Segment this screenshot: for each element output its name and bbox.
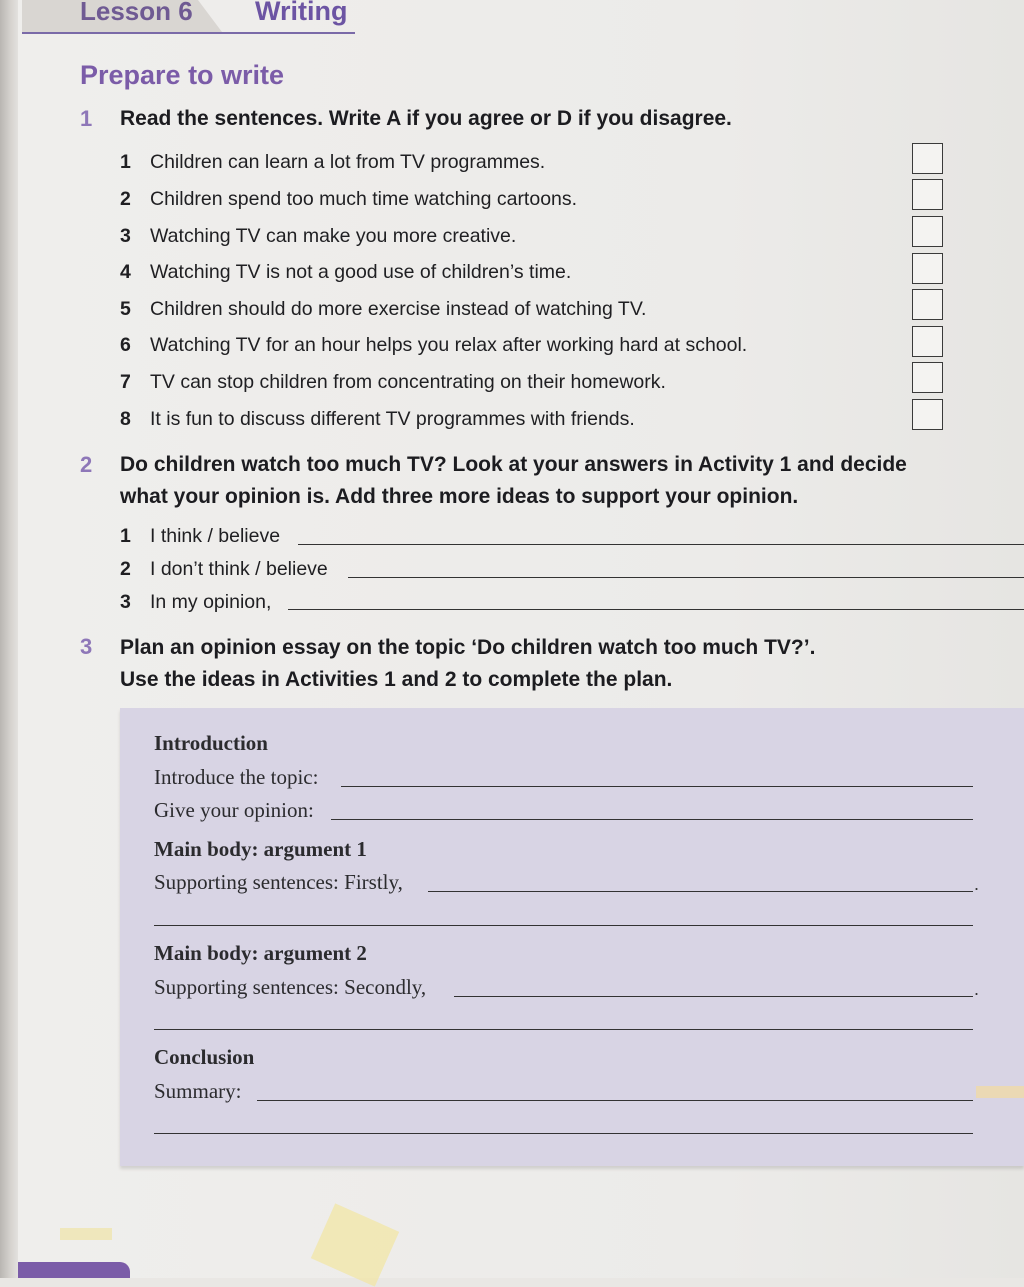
lesson-label: Lesson 6 (80, 0, 193, 26)
conclusion-line-1[interactable] (257, 1100, 973, 1101)
argument-1-line-1[interactable] (428, 891, 973, 892)
statement-3: 3 Watching TV can make you more creative. (120, 225, 517, 247)
argument-2-heading: Main body: argument 2 (154, 941, 367, 965)
activity-2-instruction-line-2: what your opinion is. Add three more ideas to support your opinion. (120, 485, 799, 508)
activity-3-instruction-line-1: Plan an opinion essay on the topic ‘Do children watch too much TV?’. (120, 636, 816, 659)
sticky-note-edge (60, 1228, 112, 1240)
full-stop-1: . (974, 874, 980, 894)
activity-1-instruction: Read the sentences. Write A if you agree or D if you disagree. (120, 107, 732, 130)
opinion-item-2: 2 I don’t think / believe (120, 558, 328, 580)
page-number-tab (18, 1262, 130, 1278)
intro-opinion-label: Give your opinion: (154, 798, 314, 822)
statement-7: 7 TV can stop children from concentrating on their homework. (120, 371, 666, 393)
conclusion-heading: Conclusion (154, 1045, 255, 1069)
argument-1-line-2[interactable] (154, 925, 973, 926)
activity-2-number: 2 (80, 452, 93, 477)
argument-2-line-1[interactable] (454, 996, 973, 997)
opinion-answer-line-2[interactable] (348, 577, 1024, 578)
answer-box-3[interactable] (912, 216, 943, 247)
header-rule (22, 32, 355, 34)
intro-topic-line[interactable] (341, 786, 973, 787)
answer-box-7[interactable] (912, 362, 943, 393)
activity-1-number: 1 (80, 106, 93, 131)
statement-4: 4 Watching TV is not a good use of children’s time. (120, 261, 572, 283)
activity-3-number: 3 (80, 634, 93, 659)
conclusion-label: Summary: (154, 1079, 242, 1103)
full-stop-2: . (974, 979, 980, 999)
page-binding (0, 0, 18, 1278)
argument-1-label: Supporting sentences: Firstly, (154, 870, 403, 894)
page-marker-tab (976, 1086, 1024, 1098)
intro-opinion-line[interactable] (331, 819, 973, 820)
statement-5: 5 Children should do more exercise instead of watching TV. (120, 298, 647, 320)
opinion-item-3: 3 In my opinion, (120, 591, 272, 613)
answer-box-2[interactable] (912, 179, 943, 210)
statement-8: 8 It is fun to discuss different TV programmes with friends. (120, 408, 635, 430)
statement-2: 2 Children spend too much time watching cartoons. (120, 188, 578, 210)
activity-2-instruction-line-1: Do children watch too much TV? Look at your answers in Activity 1 and decide (120, 453, 907, 476)
opinion-answer-line-1[interactable] (298, 544, 1024, 545)
argument-2-label: Supporting sentences: Secondly, (154, 975, 427, 999)
statement-6: 6 Watching TV for an hour helps you relax after working hard at school. (120, 334, 748, 356)
section-label: Writing (255, 0, 348, 26)
prepare-title: Prepare to write (80, 60, 285, 90)
answer-box-6[interactable] (912, 326, 943, 357)
opinion-answer-line-3[interactable] (288, 609, 1024, 610)
argument-2-line-2[interactable] (154, 1029, 973, 1030)
answer-box-8[interactable] (912, 399, 943, 430)
answer-box-5[interactable] (912, 289, 943, 320)
intro-heading: Introduction (154, 731, 268, 755)
conclusion-line-2[interactable] (154, 1133, 973, 1134)
answer-box-1[interactable] (912, 143, 943, 174)
statement-1: 1 Children can learn a lot from TV programmes. (120, 151, 546, 173)
argument-1-heading: Main body: argument 1 (154, 837, 367, 861)
activity-3-instruction-line-2: Use the ideas in Activities 1 and 2 to complete the plan. (120, 668, 673, 691)
intro-topic-label: Introduce the topic: (154, 765, 319, 789)
answer-box-4[interactable] (912, 253, 943, 284)
opinion-item-1: 1 I think / believe (120, 525, 281, 547)
